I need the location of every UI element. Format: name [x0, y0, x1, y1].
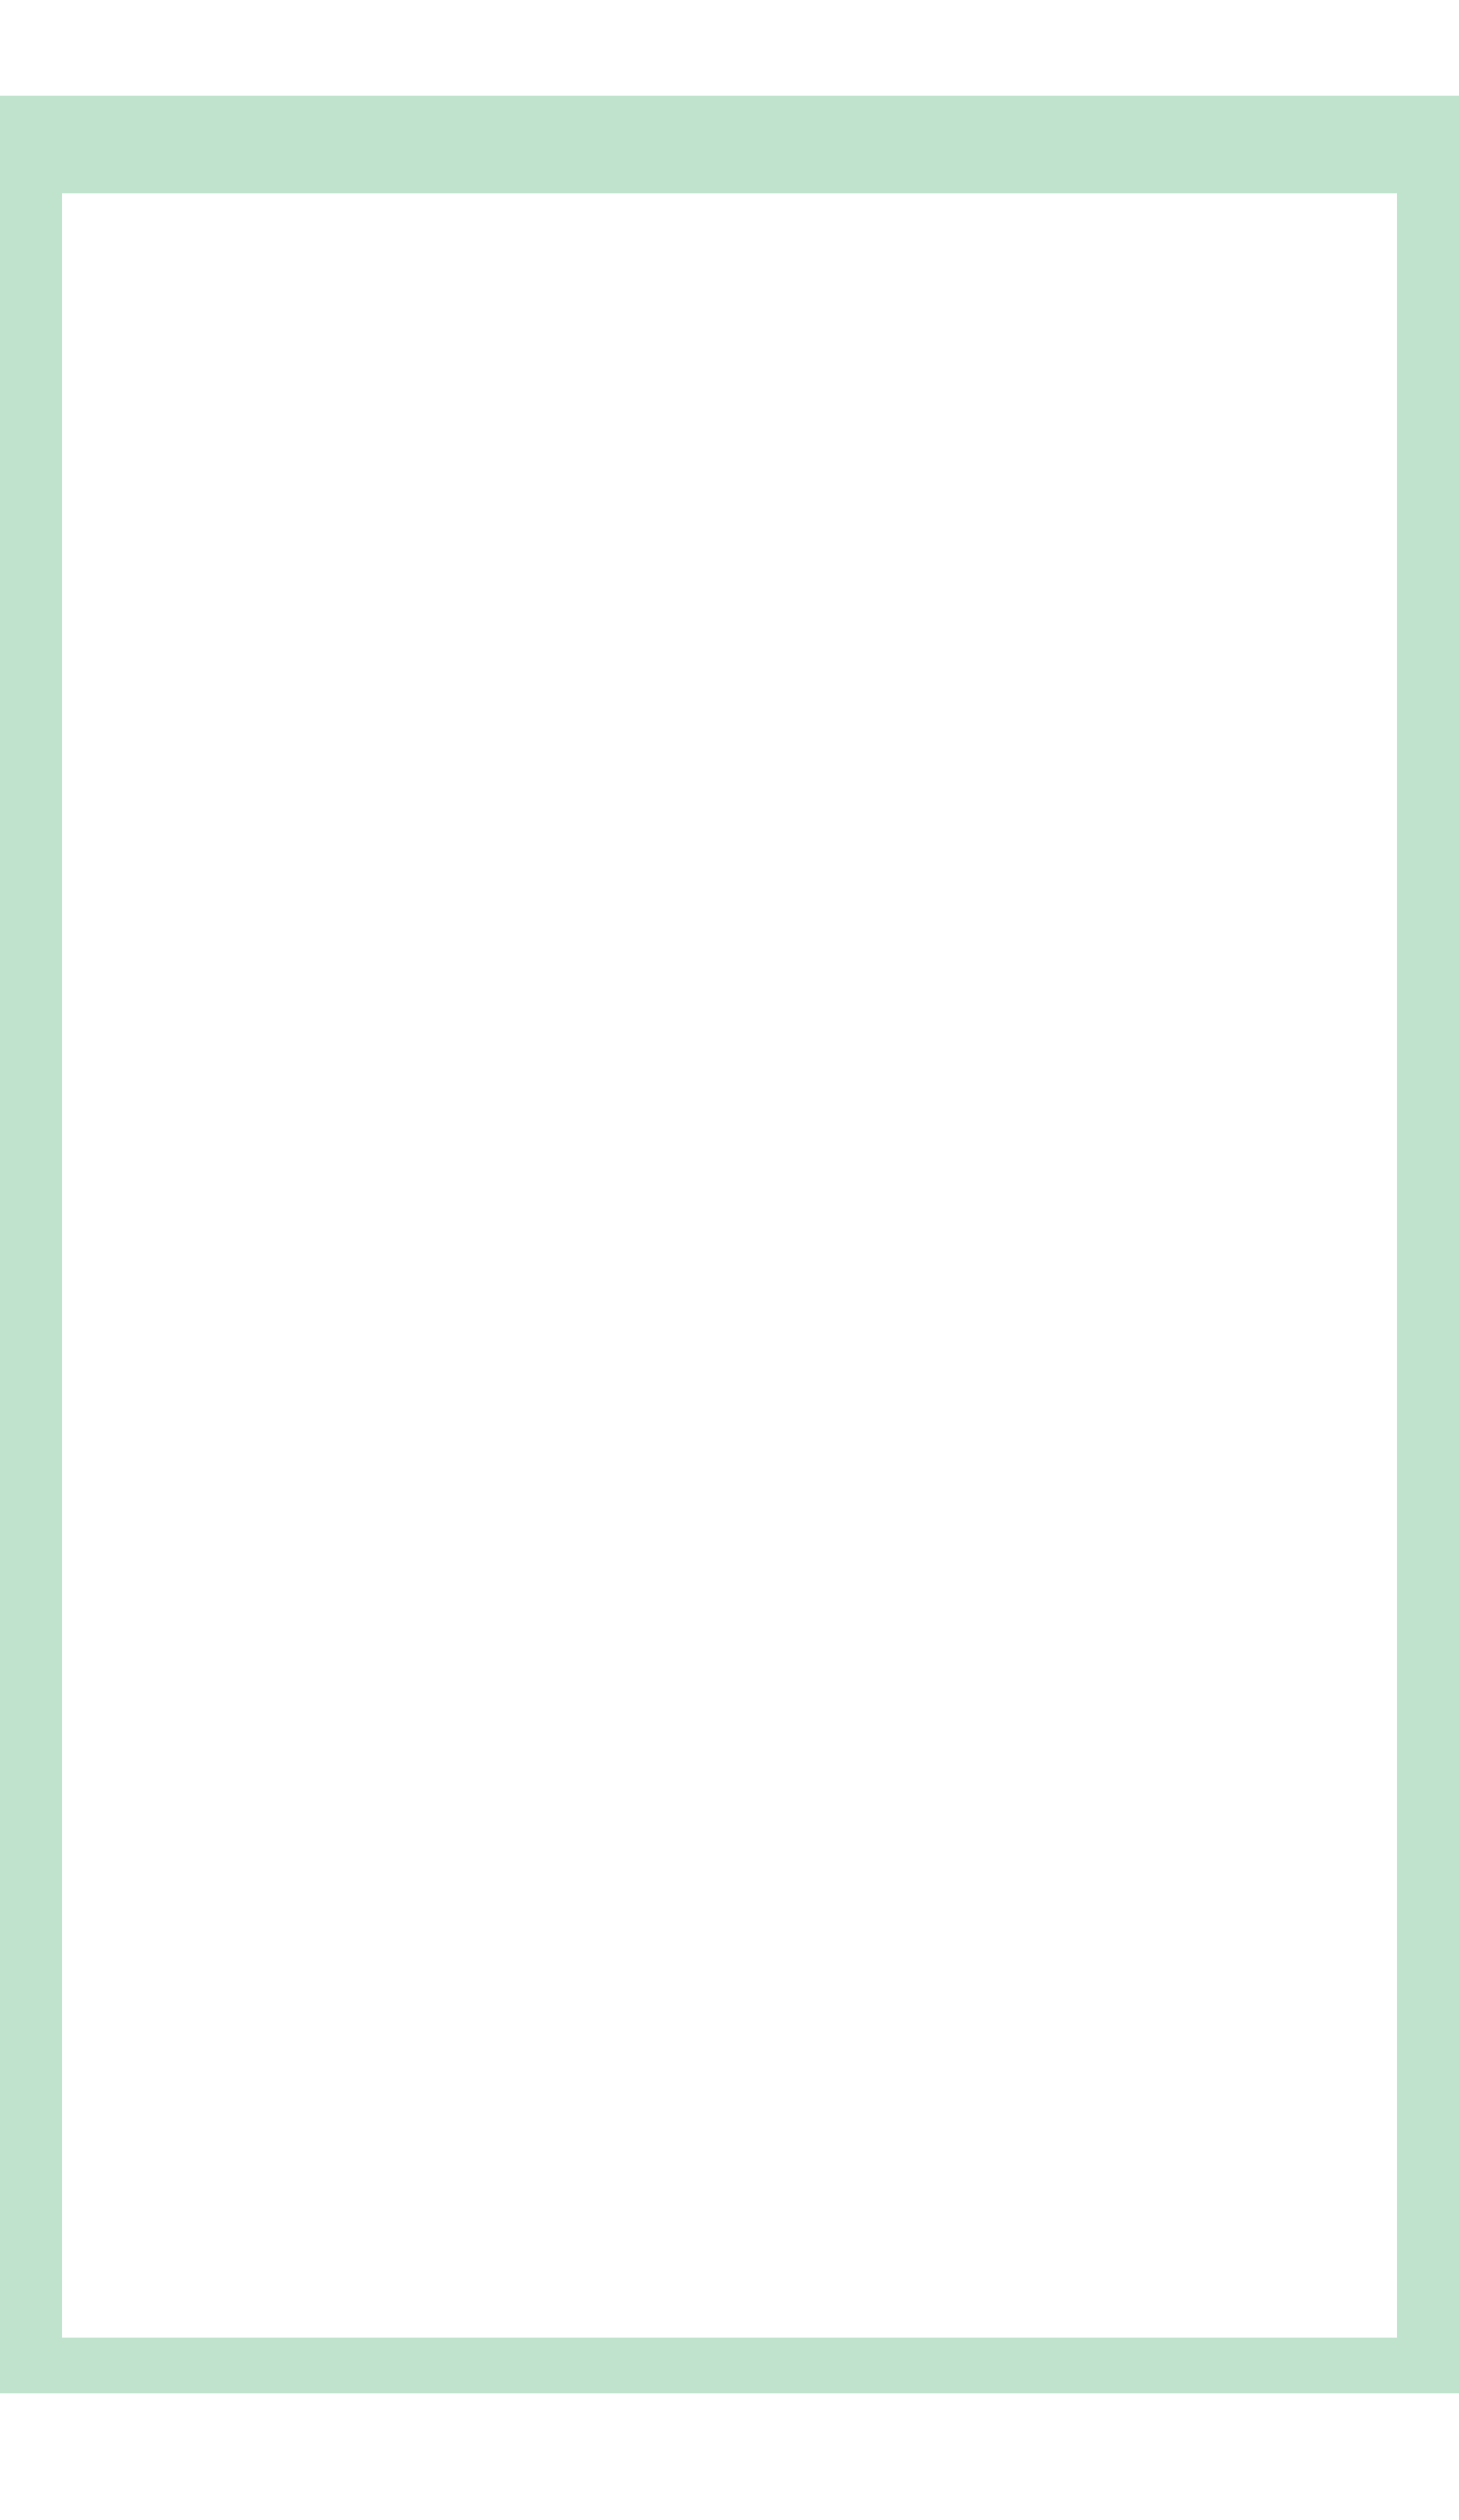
page-header — [0, 0, 1459, 91]
page-text-panel — [62, 193, 1397, 2338]
verse-lines — [91, 219, 1368, 2312]
